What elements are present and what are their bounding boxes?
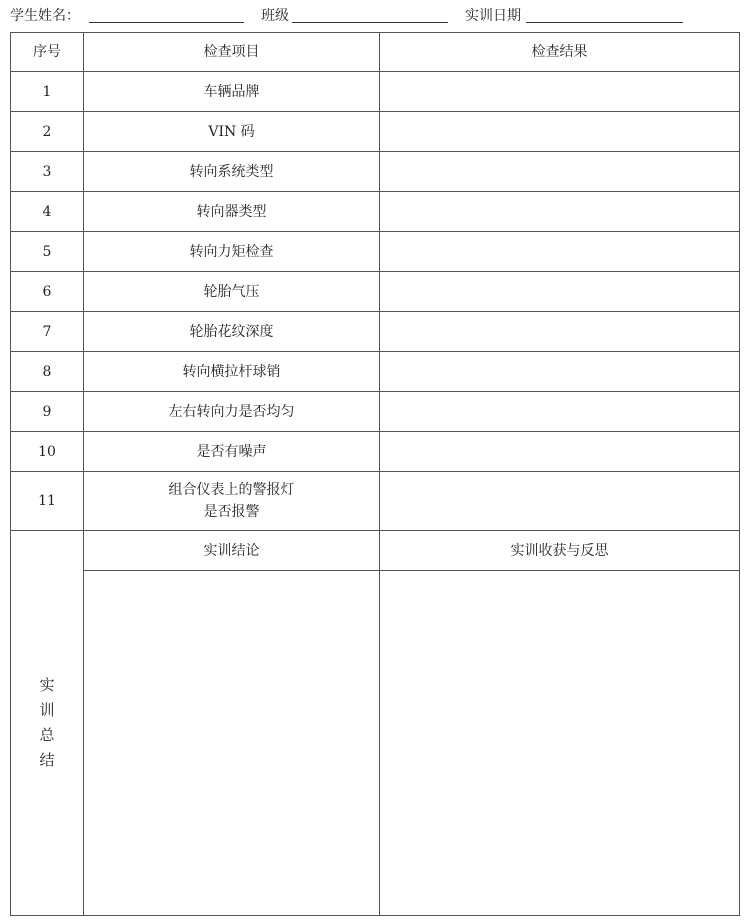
student-name-label: 学生姓名：: [10, 8, 80, 24]
inspection-item: 转向系统类型: [84, 152, 380, 192]
inspection-item: VIN 码: [84, 112, 380, 152]
row-number: 3: [11, 152, 84, 192]
table-row: [11, 232, 740, 272]
student-name-field[interactable]: [89, 22, 244, 23]
inspection-item: 轮胎气压: [84, 272, 380, 312]
inspection-item-line2: 是否报警: [203, 504, 260, 520]
row-number: 2: [11, 112, 84, 152]
reflection-text-area[interactable]: [380, 571, 740, 916]
conclusion-text-area[interactable]: [84, 571, 380, 916]
inspection-result-cell[interactable]: [380, 72, 740, 112]
table-header-row: [11, 33, 740, 72]
row-number: 8: [11, 352, 84, 392]
summary-body-row: [11, 571, 740, 916]
inspection-item: [84, 472, 380, 531]
inspection-item: 车辆品牌: [84, 72, 380, 112]
row-number: 10: [11, 432, 84, 472]
inspection-result-cell[interactable]: [380, 272, 740, 312]
inspection-result-cell[interactable]: [380, 352, 740, 392]
inspection-item-text: [169, 479, 295, 523]
row-number: 1: [11, 72, 84, 112]
inspection-result-cell[interactable]: [380, 232, 740, 272]
class-label: 班级: [261, 8, 289, 24]
inspection-result-cell[interactable]: [380, 472, 740, 531]
table-row: [11, 352, 740, 392]
conclusion-header: 实训结论: [84, 531, 380, 571]
table-row: [11, 392, 740, 432]
inspection-result-cell[interactable]: [380, 312, 740, 352]
summary-label: 实训总结: [39, 676, 55, 769]
table-row: [11, 152, 740, 192]
inspection-result-cell[interactable]: [380, 392, 740, 432]
inspection-item: 是否有噪声: [84, 432, 380, 472]
row-number: 11: [11, 472, 84, 531]
row-number: 6: [11, 272, 84, 312]
table-row: [11, 312, 740, 352]
inspection-item: 转向器类型: [84, 192, 380, 232]
row-number: 7: [11, 312, 84, 352]
reflection-header: 实训收获与反思: [380, 531, 740, 571]
class-field[interactable]: [292, 22, 448, 23]
row-number: 4: [11, 192, 84, 232]
inspection-result-cell[interactable]: [380, 112, 740, 152]
training-date-label: 实训日期: [465, 8, 521, 24]
table-row: [11, 472, 740, 531]
inspection-result-cell[interactable]: [380, 192, 740, 232]
inspection-item: 转向力矩检查: [84, 232, 380, 272]
inspection-item: 转向横拉杆球销: [84, 352, 380, 392]
training-date-field[interactable]: [526, 22, 683, 23]
row-number: 5: [11, 232, 84, 272]
table-row: [11, 272, 740, 312]
inspection-table: [10, 32, 740, 916]
inspection-result-cell[interactable]: [380, 432, 740, 472]
form-header: [10, 5, 740, 27]
table-row: [11, 192, 740, 232]
row-number: 9: [11, 392, 84, 432]
inspection-result-cell[interactable]: [380, 152, 740, 192]
inspection-item: 左右转向力是否均匀: [84, 392, 380, 432]
table-row: [11, 432, 740, 472]
table-row: [11, 72, 740, 112]
summary-header-row: [11, 531, 740, 571]
col-header-item: 检查项目: [84, 33, 380, 72]
inspection-item-line1: 组合仪表上的警报灯: [168, 482, 295, 498]
col-header-result: 检查结果: [380, 33, 740, 72]
summary-label-cell: [11, 531, 84, 916]
table-row: [11, 112, 740, 152]
inspection-item: 轮胎花纹深度: [84, 312, 380, 352]
col-header-no: 序号: [11, 33, 84, 72]
